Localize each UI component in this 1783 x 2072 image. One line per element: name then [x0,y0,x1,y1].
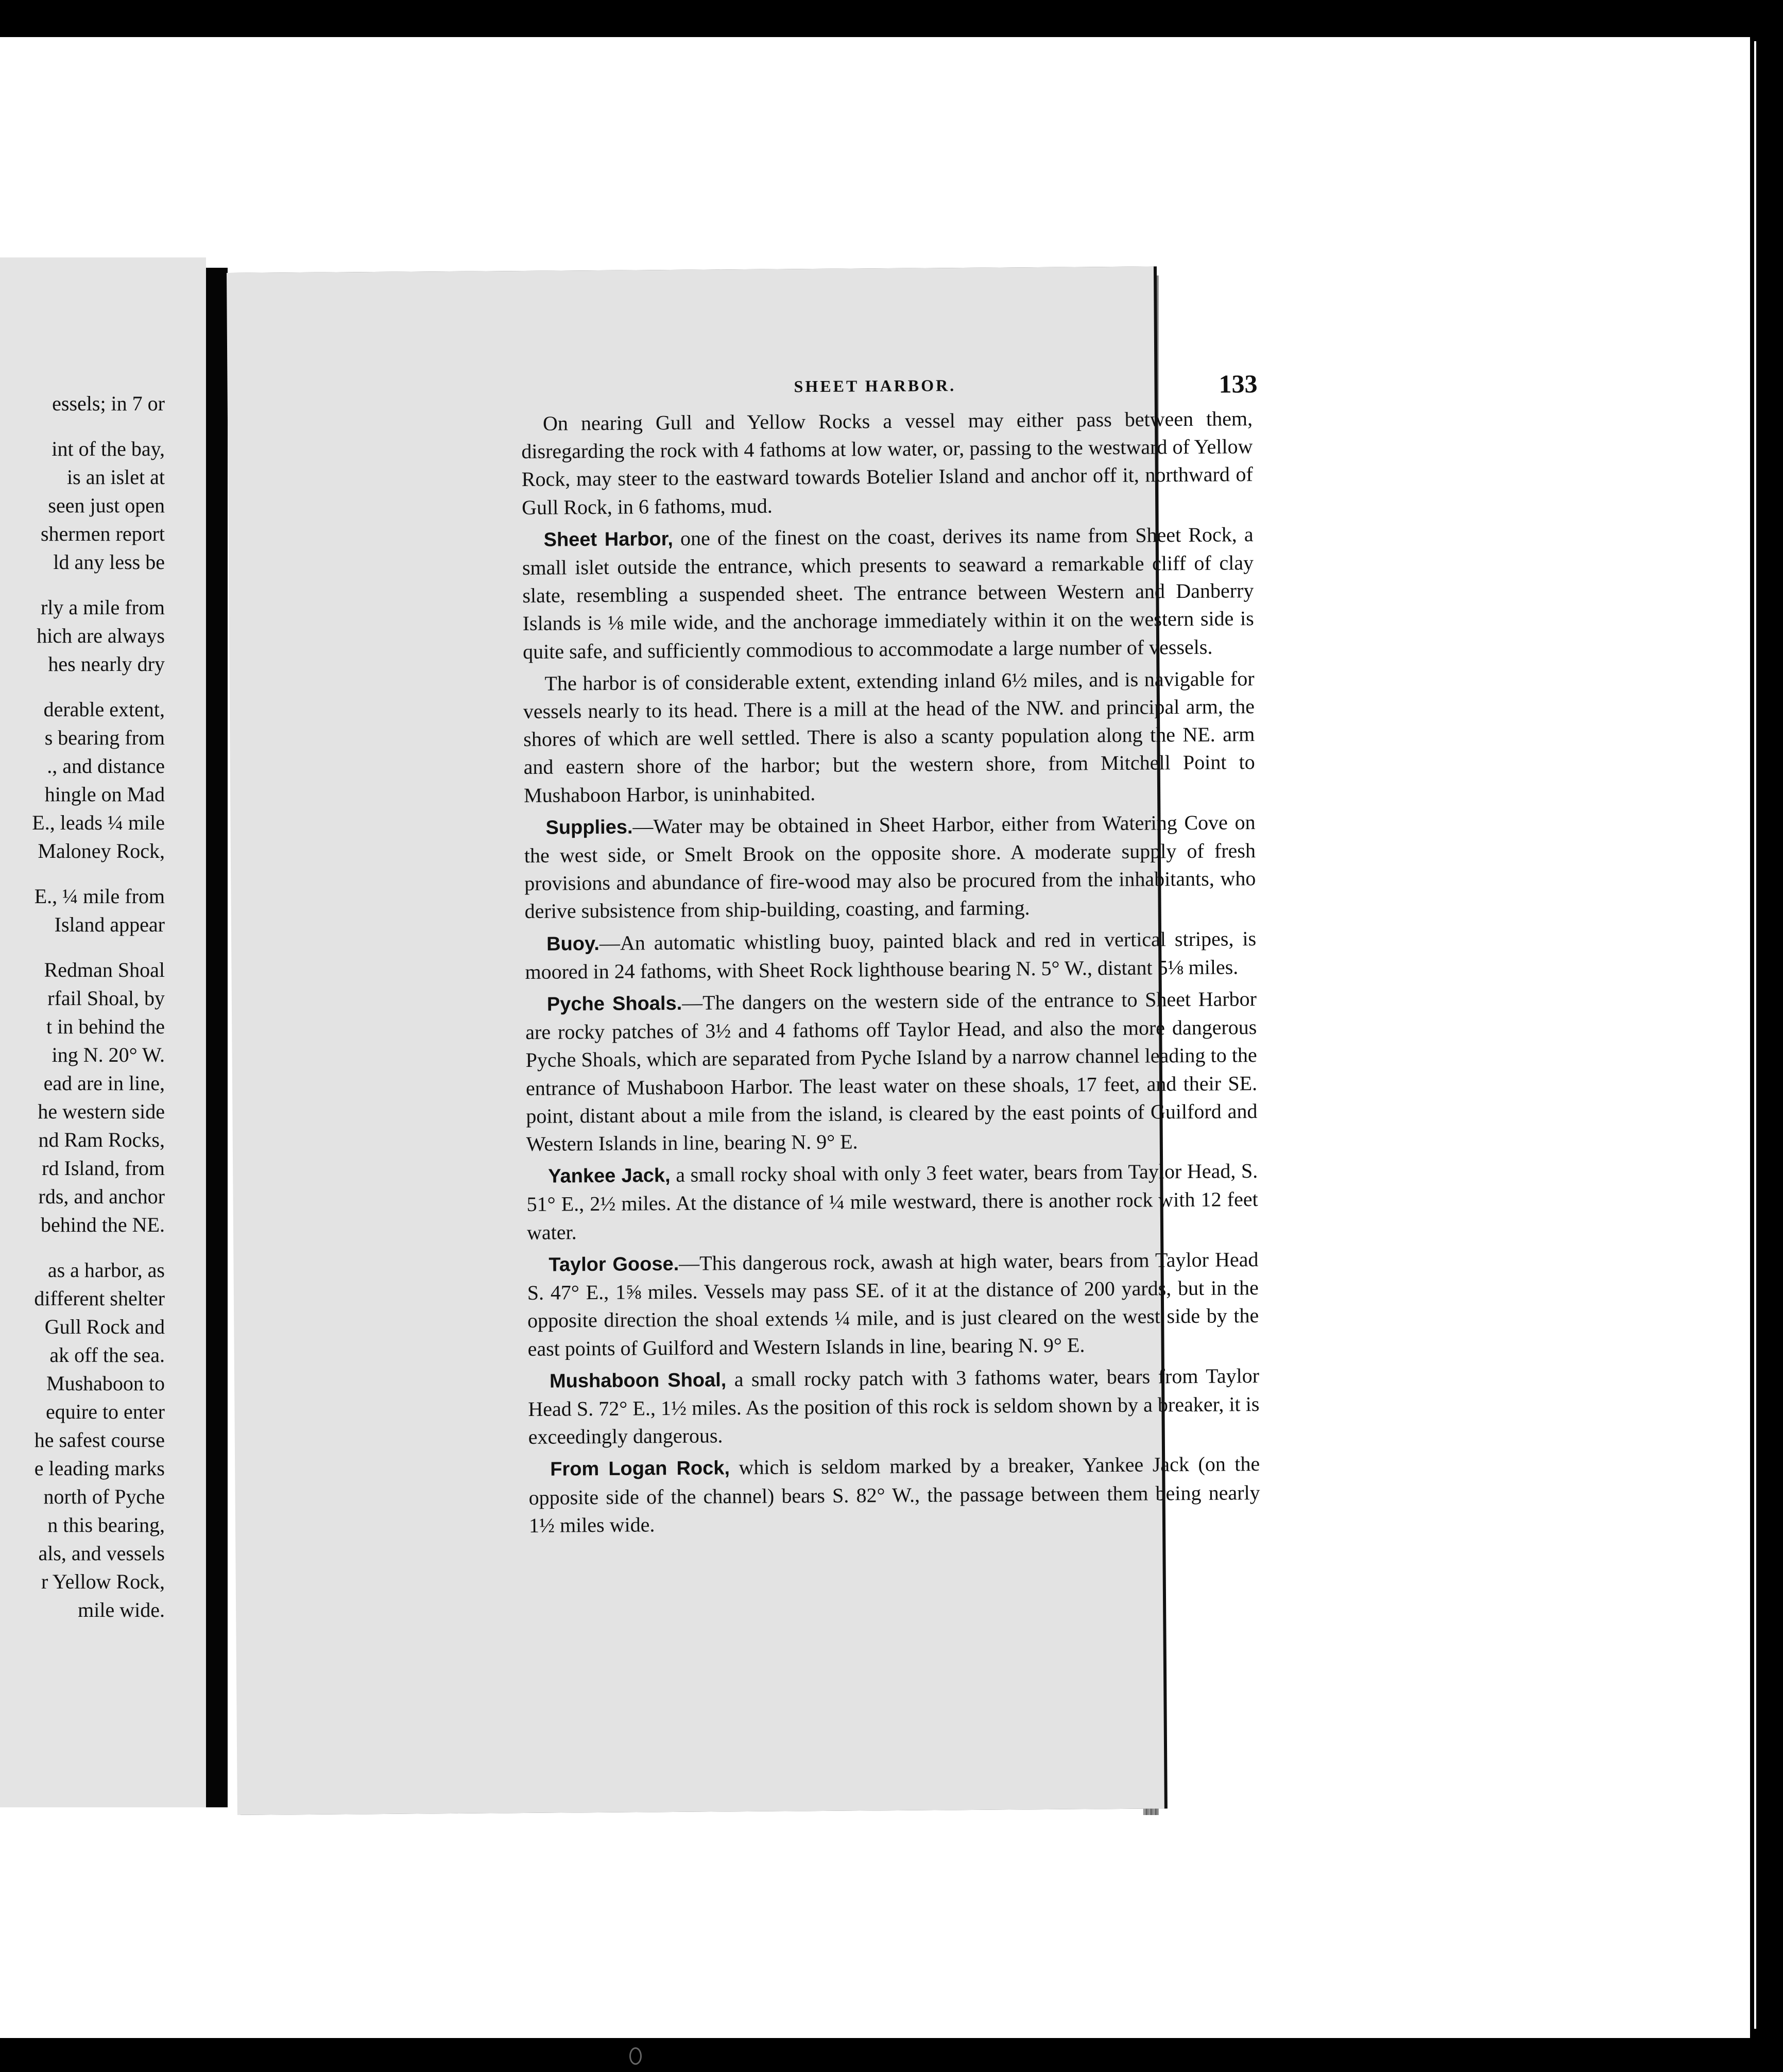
paragraph [527,1246,1259,1363]
left-page-line: ead are in line, [43,1072,165,1095]
left-page-line: Gull Rock and [44,1315,165,1338]
left-page-text [0,389,165,1624]
left-page-line: different shelter [34,1287,165,1310]
left-page-line: int of the bay, [52,437,165,460]
page-header [479,369,1257,405]
paragraph-text: On nearing Gull and Yellow Rocks a vessel may either pass between them, disregarding the rock with 4 fathoms at low water, or, passing to the westward of Yellow Rock, may steer to the eastward towards Botelier Island and anchor off it, northward of Gull Rock, in 6 fathoms, mud. [521,407,1253,519]
left-page-line: r Yellow Rock, [41,1570,165,1593]
left-page-line: Maloney Rock, [38,839,165,862]
left-page-line: rds, and anchor [38,1185,165,1208]
running-head: SHEET HARBOR. [794,376,956,396]
left-page-line [0,576,165,593]
left-page-line: Mushaboon to [46,1372,165,1395]
left-page-line: ing N. 20° W. [52,1043,165,1066]
left-page-line [0,418,165,435]
book-spine [206,268,228,1807]
paragraph-text: one of the finest on the coast, derives its name from Sheet Rock, a small islet outside the entrance, which presents to seaward a remarkable cliff of clay slate, resembling a suspended sheet. The entrance between Western and Danberry Islands is ⅛ mile wide, and the anchorage immediately within it on the western side is quite safe, and sufficiently commodious to accommodate a large number of vessels. [522,522,1254,663]
paragraph-heading: From Logan Rock, [550,1457,730,1480]
paragraph [525,985,1258,1158]
left-page-line: Island appear [54,913,165,936]
left-page-line [0,939,165,956]
left-page-line [0,1239,165,1256]
left-page-line: mile wide. [78,1598,165,1621]
paragraph-text: a small rocky patch with 3 fathoms water, bears from Taylor Head S. 72° E., 1½ miles. As the position of this rock is seldom shown by a breaker, it is exceedingly dangerous. [528,1363,1260,1449]
paragraph-heading: Buoy. [546,933,600,955]
left-page-line: seen just open [48,494,165,517]
paragraph [528,1450,1260,1540]
paragraph-heading: Pyche Shoals. [546,992,682,1015]
left-page-line: ld any less be [53,550,165,574]
paragraph-text: —This dangerous rock, awash at high water, bears from Taylor Head S. 47° E., 1⅝ miles. Vessels may pass SE. of it at the distance of 200 yards, but in the opposite direction the shoal extends ¼ mile, and is just cleared on the west side by the east points of Guilford and Western Islands in line, bearing N. 9° E. [527,1247,1259,1360]
left-page [0,257,206,1807]
left-page-line: rd Island, from [42,1156,165,1180]
paragraph-text: The harbor is of considerable extent, extending inland 6½ miles, and is navigable for vessels nearly to its head. There is a mill at the head of the NW. and principal arm, the shores of which are well settled. There is also a scanty population along the NE. arm and eastern shore of the harbor; but the western shore, from Mitchell Point to Mushaboon Harbor, is uninhabited. [523,666,1255,807]
left-page-line: E., ¼ mile from [34,885,165,908]
scan-mark [629,2047,642,2065]
left-page-line: rly a mile from [40,596,165,619]
paragraph-text: —An automatic whistling buoy, painted black and red in vertical stripes, is moored in 24 fathoms, with Sheet Rock lighthouse bearing N. 5° W., distant 5⅛ miles. [525,926,1257,983]
left-page-line: ., and distance [47,754,165,778]
left-page-line: ak off the sea. [49,1343,165,1367]
page-body [521,405,1260,1544]
left-page-line: t in behind the [46,1015,165,1038]
paragraph-text: which is seldom marked by a breaker, Yankee Jack (on the opposite side of the channel) bears S. 82° W., the passage between them being nearly 1½ miles wide. [528,1452,1260,1537]
left-page-line: E., leads ¼ mile [32,811,165,834]
left-page-line: behind the NE. [40,1213,165,1236]
paragraph [522,521,1254,666]
paragraph-heading: Mushaboon Shoal, [549,1369,727,1392]
paragraph-text: a small rocky shoal with only 3 feet water, bears from Taylor Head, S. 51° E., 2½ miles. At the distance of ¼ mile westward, there is another rock with 12 feet water. [526,1159,1258,1244]
paragraph-text: —The dangers on the western side of the entrance to Sheet Harbor are rocky patches of 3½ and 4 fathoms off Taylor Head, and also the more dangerous Pyche Shoals, which are separated from Pyche Island by a narrow channel leading to the entrance of Mushaboon Harbor. The least water on these shoals, 17 feet, and their SE. point, distant about a mile from the island, is cleared by the east points of Guilford and Western Islands in line, bearing N. 9° E. [525,987,1258,1156]
left-page-line: derable extent, [43,698,165,721]
left-page-line [0,865,165,882]
paragraph-heading: Sheet Harbor, [543,528,674,551]
left-page-line: is an islet at [67,465,165,489]
paragraph [523,665,1255,809]
left-page-line: as a harbor, as [47,1258,165,1282]
page-number: 133 [1219,369,1258,399]
left-page-line: rfail Shoal, by [47,987,165,1010]
left-page-line: shermen report [40,522,165,545]
left-page-line: als, and vessels [38,1542,165,1565]
paragraph-heading: Yankee Jack, [548,1165,671,1187]
left-page-line: Redman Shoal [44,958,165,981]
paragraph-heading: Supplies. [545,816,633,839]
left-page-line: hich are always [37,624,165,647]
left-page-line [0,678,165,695]
scan-border-line [1754,41,1756,2029]
left-page-line: equire to enter [46,1400,165,1423]
paragraph [528,1362,1260,1452]
paragraph-heading: Taylor Goose. [548,1253,679,1276]
left-page-line: essels; in 7 or [52,392,165,415]
left-page-line: he western side [38,1100,165,1123]
paragraph [524,808,1256,926]
paragraph [526,1157,1258,1247]
left-page-line: n this bearing, [47,1513,165,1536]
left-page-line: north of Pyche [43,1485,165,1508]
scan-border-top [0,0,1783,37]
paragraph [525,925,1257,986]
paragraph [521,405,1253,522]
left-page-line: hingle on Mad [44,783,165,806]
left-page-line: nd Ram Rocks, [38,1128,165,1151]
paragraph-text: —Water may be obtained in Sheet Harbor, either from Watering Cove on the west side, or Smelt Brook on the opposite shore. A moderate supply of fresh provisions and abundance of fire-wood may also be procured from the inhabitants, who derive subsistence from ship-building, coasting, and farming. [524,810,1256,923]
left-page-line: s bearing from [44,726,165,749]
left-page-line: hes nearly dry [48,652,165,676]
left-page-line: e leading marks [34,1457,165,1480]
left-page-line: he safest course [34,1428,165,1452]
scan-border-bottom [0,2038,1783,2072]
right-page [227,266,1260,1815]
